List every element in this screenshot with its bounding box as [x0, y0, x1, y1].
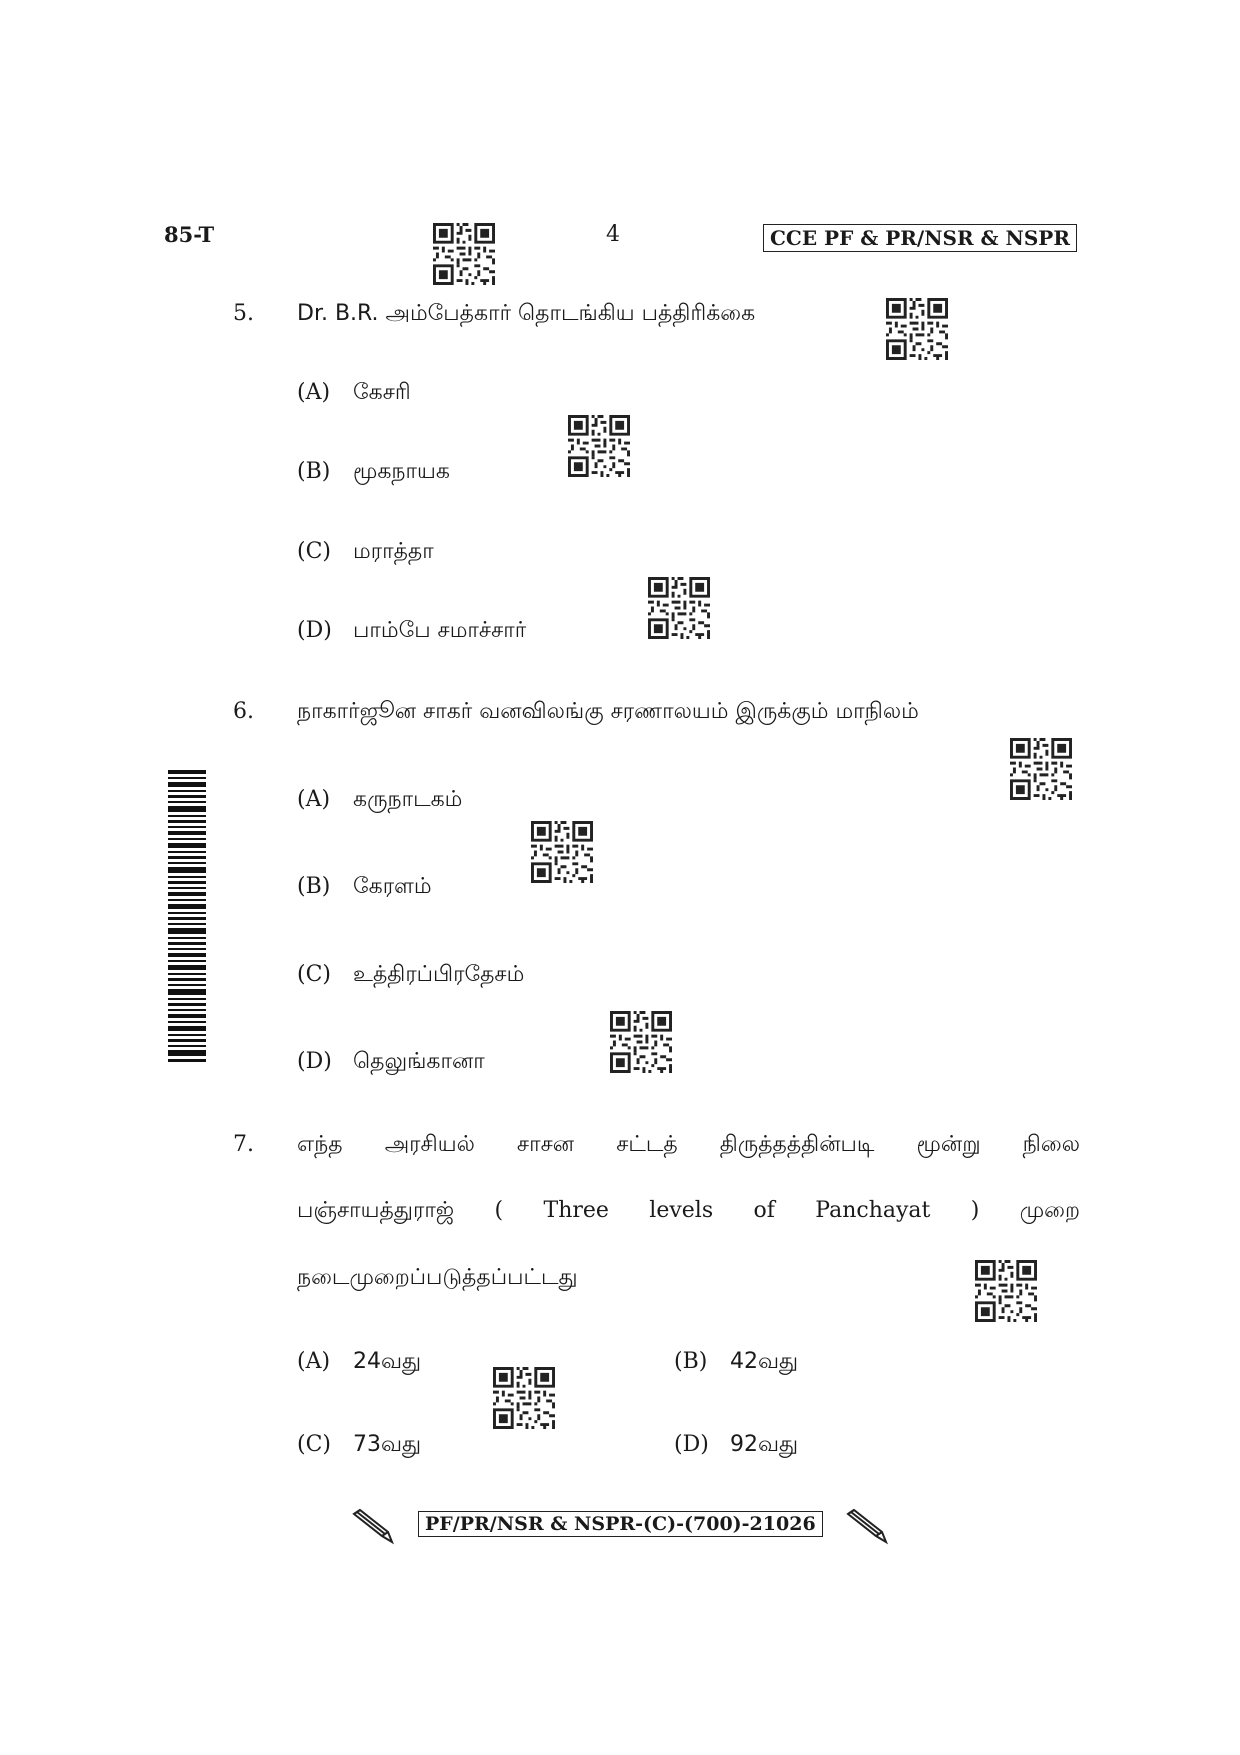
option-label: (D) — [297, 1049, 332, 1074]
option-a — [297, 1349, 421, 1377]
option-a — [297, 787, 462, 815]
word: ( — [494, 1198, 504, 1223]
option-text: பாம்பே சமாச்சார் — [353, 618, 527, 643]
qr-code-icon — [531, 821, 593, 883]
qr-code-icon — [433, 223, 495, 285]
option-d — [297, 618, 526, 646]
option-d — [674, 1432, 798, 1460]
option-label: (B) — [297, 874, 331, 899]
option-text: கருநாடகம் — [353, 787, 463, 812]
option-d — [297, 1049, 485, 1077]
word: of — [753, 1198, 775, 1223]
qr-code-icon — [648, 577, 710, 639]
question-text: நாகார்ஜூன சாகர் வனவிலங்கு சரணாலயம் இருக்கும் மாநிலம் — [297, 699, 919, 724]
exam-code: CCE PF & PR/NSR & NSPR — [763, 224, 1077, 252]
qr-code-icon — [568, 415, 630, 477]
word: Three — [543, 1198, 609, 1223]
option-c — [297, 539, 434, 567]
question-text-line-2 — [297, 1198, 1080, 1226]
word: Panchayat — [815, 1198, 931, 1223]
word: அரசியல் — [384, 1132, 475, 1157]
word: மூன்று — [916, 1132, 981, 1157]
option-text: கேரளம் — [353, 874, 432, 899]
option-label: (A) — [297, 380, 331, 405]
option-text: கேசரி — [353, 380, 411, 405]
option-a — [297, 380, 411, 408]
word: நிலை — [1022, 1132, 1080, 1157]
option-b — [297, 874, 432, 902]
option-text: 73வது — [353, 1432, 422, 1457]
option-label: (D) — [297, 618, 332, 643]
question-number: 6. — [233, 699, 254, 724]
word: சட்டத் — [616, 1132, 678, 1157]
question-number: 7. — [233, 1132, 254, 1157]
option-c — [297, 962, 524, 990]
word: முறை — [1019, 1198, 1080, 1223]
question-number: 5. — [233, 301, 254, 326]
option-text: 24வது — [353, 1349, 422, 1374]
pencil-icon — [844, 1506, 890, 1546]
qr-code-icon — [1010, 738, 1072, 800]
option-label: (C) — [297, 1432, 331, 1457]
option-b — [674, 1349, 798, 1377]
option-text: தெலுங்கானா — [353, 1049, 485, 1074]
page-number: 4 — [606, 222, 620, 247]
question-text: Dr. B.R. அம்பேத்கார் தொடங்கிய பத்திரிக்கை — [297, 301, 756, 326]
paper-code: 85-T — [164, 222, 215, 247]
option-text: 92வது — [730, 1432, 799, 1457]
option-label: (A) — [297, 787, 331, 812]
word: எந்த — [297, 1132, 343, 1157]
option-label: (B) — [297, 459, 331, 484]
qr-code-icon — [886, 298, 948, 360]
option-label: (D) — [674, 1432, 709, 1457]
option-text: உத்திரப்பிரதேசம் — [353, 962, 525, 987]
qr-code-icon — [493, 1367, 555, 1429]
option-text: மராத்தா — [353, 539, 434, 564]
word: சாசன — [516, 1132, 575, 1157]
qr-code-icon — [610, 1011, 672, 1073]
option-text: மூகநாயக — [353, 459, 450, 484]
word: திருத்தத்தின்படி — [719, 1132, 875, 1157]
qr-code-icon — [975, 1260, 1037, 1322]
word: ) — [970, 1198, 980, 1223]
option-c — [297, 1432, 421, 1460]
option-label: (A) — [297, 1349, 331, 1374]
word: பஞ்சாயத்துராஜ் — [297, 1198, 455, 1223]
option-label: (C) — [297, 962, 331, 987]
option-b — [297, 459, 450, 487]
pencil-icon — [350, 1506, 396, 1546]
option-label: (C) — [297, 539, 331, 564]
option-label: (B) — [674, 1349, 708, 1374]
footer-code: PF/PR/NSR & NSPR-(C)-(700)-21026 — [418, 1511, 823, 1537]
word: levels — [649, 1198, 714, 1223]
question-text-line-3: நடைமுறைப்படுத்தப்பட்டது — [297, 1265, 578, 1290]
barcode-icon — [168, 770, 206, 1062]
question-text-line-1 — [297, 1132, 1080, 1160]
option-text: 42வது — [730, 1349, 799, 1374]
